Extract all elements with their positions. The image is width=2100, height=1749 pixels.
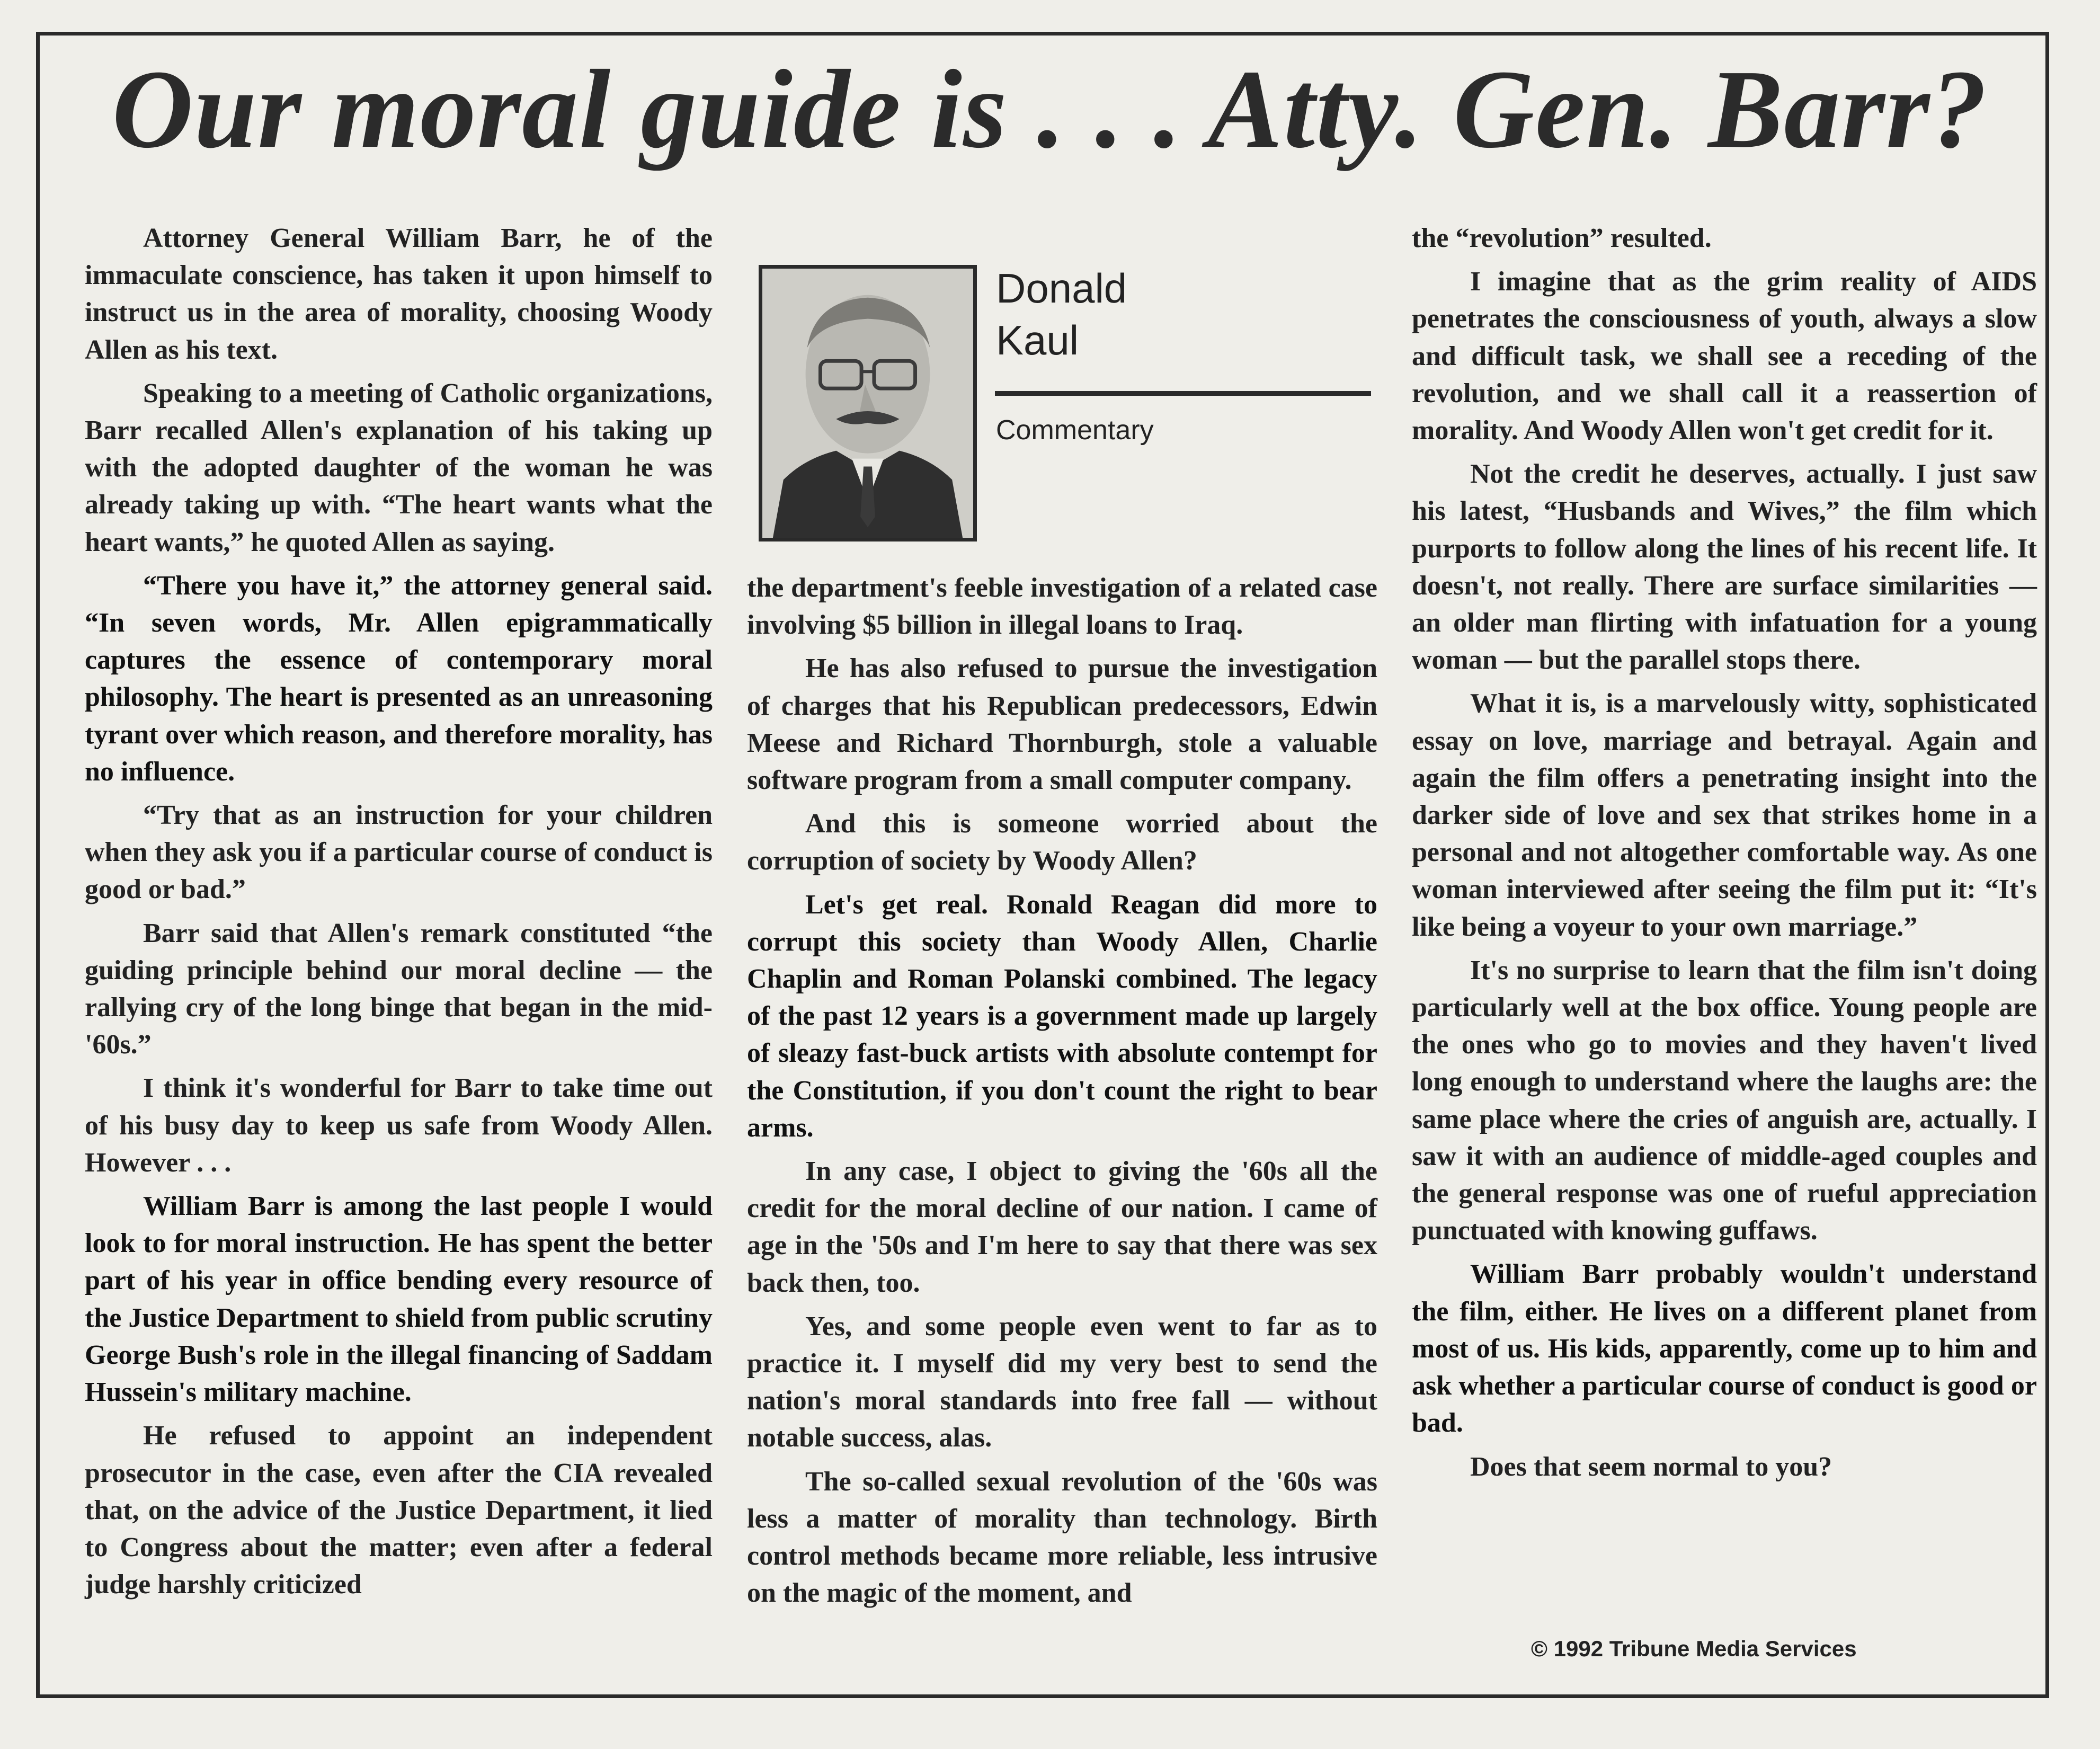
paragraph: “There you have it,” the attorney general said. “In seven words, Mr. Allen epigrammatically captures the essence of contemporary moral philosophy. The heart is presented as an unreasoning tyrant over which reason, and therefore morality, has no influence. (85, 570, 713, 787)
headline: Our moral guide is . . . Atty. Gen. Barr? (112, 47, 1988, 171)
paragraph: Let's get real. Ronald Reagan did more to corrupt this society than Woody Allen, Charlie Chaplin and Roman Polanski combined. The legacy of the past 12 years is a government made up largely of sleazy fast-buck artists with absolute contempt for the Constitution, if you don't count the right to bear arms. (747, 889, 1377, 1143)
byline-rule (995, 391, 1371, 396)
columnist-last-name: Kaul (996, 317, 1079, 363)
paragraph: William Barr probably wouldn't understand the film, either. He lives on a different planet from most of us. His kids, apparently, come up to him and ask whether a particular course of conduct is good or bad. (1412, 1259, 2037, 1439)
paragraph: Speaking to a meeting of Catholic organizations, Barr recalled Allen's explanation of his taking up with the adopted daughter of the woman he was already taking up with. “The heart wants what the heart wants,” he quoted Allen as saying. (85, 378, 713, 557)
article-column-3 (1412, 220, 2037, 1492)
paragraph: What it is, is a marvelously witty, sophisticated essay on love, marriage and betrayal. Again and again the film offers a penetrating insight into the darker side of love and sex that strikes home in a personal and not altogether comfortable way. As one woman interviewed after seeing the film put it: “It's like being a voyeur to your own marriage.” (1412, 688, 2037, 942)
paragraph: Yes, and some people even went to far as to practice it. I myself did my very best to send the nation's moral standards into free fall — without notable success, alas. (747, 1311, 1377, 1453)
portrait-image (762, 269, 973, 538)
paragraph: the “revolution” resulted. (1412, 223, 1712, 253)
article-column-2 (747, 570, 1377, 1618)
paragraph: He has also refused to pursue the investigation of charges that his Republican predecessors, Edwin Meese and Richard Thornburgh, stole a valuable software program from a small computer company. (747, 653, 1377, 796)
columnist-name (996, 262, 1127, 366)
copyright-notice: © 1992 Tribune Media Services (1531, 1636, 1857, 1661)
paragraph: I imagine that as the grim reality of AIDS penetrates the consciousness of youth, always a slow and difficult task, we shall see a receding of the revolution, and we shall call it a reassertion of morality. And Woody Allen won't get credit for it. (1412, 267, 2037, 446)
paragraph: Not the credit he deserves, actually. I just saw his latest, “Husbands and Wives,” the film which purports to follow along the lines of his recent life. It doesn't, not really. There are surface similarities — an older man flirting with infatuation for a young woman — but the parallel stops there. (1412, 459, 2037, 676)
columnist-first-name: Donald (996, 265, 1127, 312)
paragraph: I think it's wonderful for Barr to take time out of his busy day to keep us safe from Woody Allen. However . . . (85, 1073, 713, 1178)
paragraph: The so-called sexual revolution of the '60s was less a matter of morality than technology. Birth control methods became more reliable, less intrusive on the magic of the moment, and (747, 1466, 1377, 1609)
paragraph: He refused to appoint an independent prosecutor in the case, even after the CIA revealed that, on the advice of the Justice Department, it lied to Congress about the matter; even after a federal judge harshly criticized (85, 1420, 713, 1600)
paragraph: It's no surprise to learn that the film isn't doing particularly well at the box office. Young people are the ones who go to movies and they haven't lived long enough to understand where the laughs are: the same place where the cries of anguish are, actually. I saw it with an audience of middle-aged couples and the general response was one of rueful appreciation punctuated with knowing guffaws. (1412, 955, 2037, 1246)
paragraph: Does that seem normal to you? (1470, 1451, 1832, 1482)
paragraph: “Try that as an instruction for your children when they ask you if a particular course of conduct is good or bad.” (85, 800, 713, 905)
paragraph: In any case, I object to giving the '60s all the credit for the moral decline of our nation. I came of age in the '50s and I'm here to say that there was sex back then, too. (747, 1156, 1377, 1298)
section-kicker: Commentary (996, 415, 1154, 446)
paragraph: William Barr is among the last people I would look to for moral instruction. He has spent the better part of his year in office bending every resource of the Justice Department to shield from public scrutiny George Bush's role in the illegal financing of Saddam Hussein's military machine. (85, 1191, 713, 1408)
article-column-1 (85, 220, 713, 1610)
columnist-photo (759, 265, 977, 541)
paragraph: Barr said that Allen's remark constituted “the guiding principle behind our moral decline — the rallying cry of the long binge that began in the mid-'60s.” (85, 918, 713, 1060)
paragraph: the department's feeble investigation of a related case involving $5 billion in illegal loans to Iraq. (747, 573, 1377, 641)
paragraph: Attorney General William Barr, he of the immaculate conscience, has taken it upon himself to instruct us in the area of morality, choosing Woody Allen as his text. (85, 223, 713, 365)
paragraph: And this is someone worried about the corruption of society by Woody Allen? (747, 809, 1377, 876)
